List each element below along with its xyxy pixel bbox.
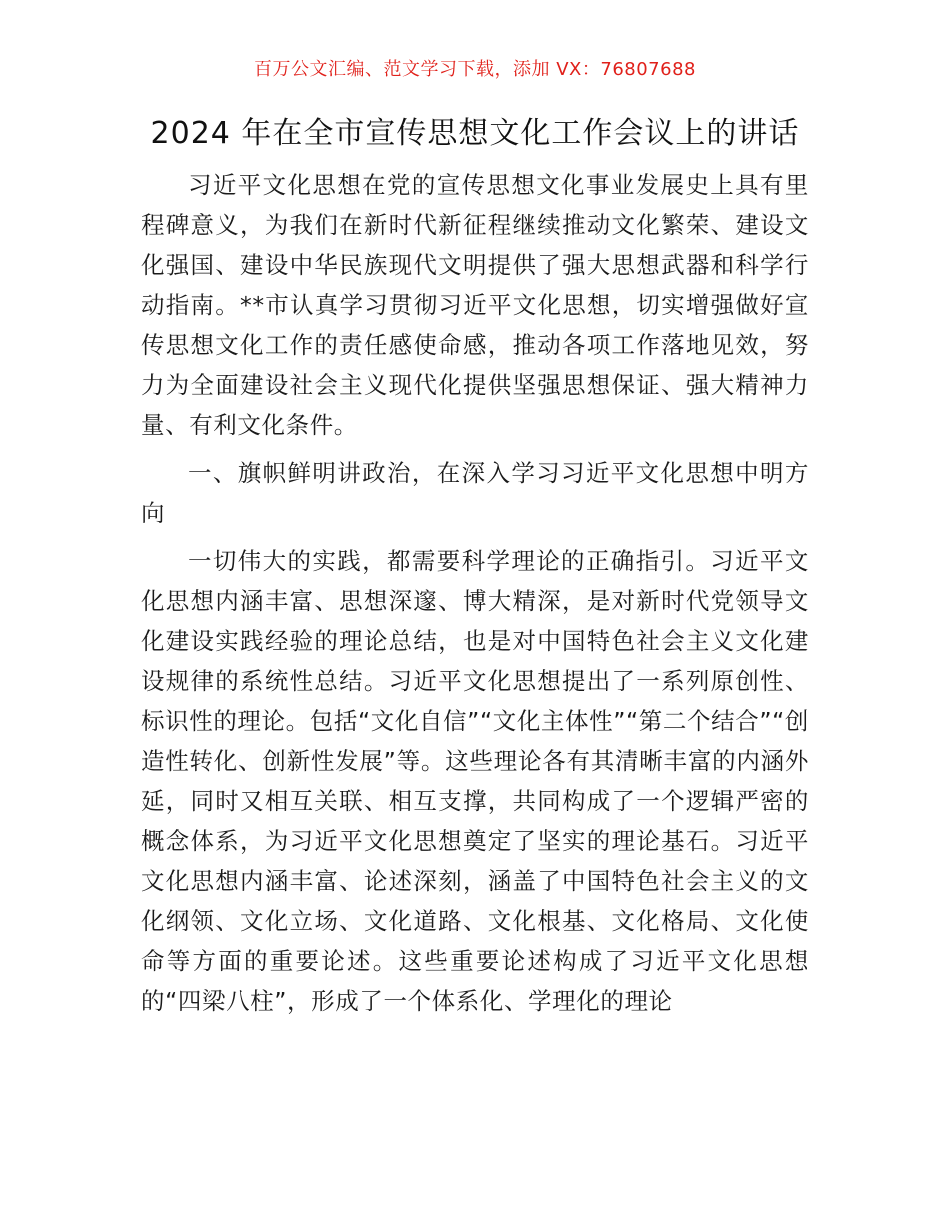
- watermark-header: 百万公文汇编、范文学习下载，添加 VX：76807688: [254, 59, 696, 80]
- document-body: [141, 165, 809, 1021]
- body-paragraph: 一切伟大的实践，都需要科学理论的正确指引。习近平文化思想内涵丰富、思想深邃、博大精深，是对新时代党领导文化建设实践经验的理论总结，也是对中国特色社会主义文化建设规律的系统性总结。习近平文化思想提出了一系列原创性、标识性的理论。包括“文化自信”“文化主体性”“第二个结合”“创造性转化、创新性发展”等。这些理论各有其清晰丰富的内涵外延，同时又相互关联、相互支撑，共同构成了一个逻辑严密的概念体系，为习近平文化思想奠定了坚实的理论基石。习近平文化思想内涵丰富、论述深刻，涵盖了中国特色社会主义的文化纲领、文化立场、文化道路、文化根基、文化格局、文化使命等方面的重要论述。这些重要论述构成了习近平文化思想的“四梁八柱”，形成了一个体系化、学理化的理论: [141, 547, 809, 1015]
- intro-paragraph: 习近平文化思想在党的宣传思想文化事业发展史上具有里程碑意义，为我们在新时代新征程继续推动文化繁荣、建设文化强国、建设中华民族现代文明提供了强大思想武器和科学行动指南。**市认真学习贯彻习近平文化思想，切实增强做好宣传思想文化工作的责任感使命感，推动各项工作落地见效，努力为全面建设社会主义现代化提供坚强思想保证、强大精神力量、有利文化条件。: [141, 171, 809, 439]
- section-heading: 一、旗帜鲜明讲政治，在深入学习习近平文化思想中明方向: [141, 459, 809, 527]
- document-title: 2024 年在全市宣传思想文化工作会议上的讲话: [150, 116, 800, 151]
